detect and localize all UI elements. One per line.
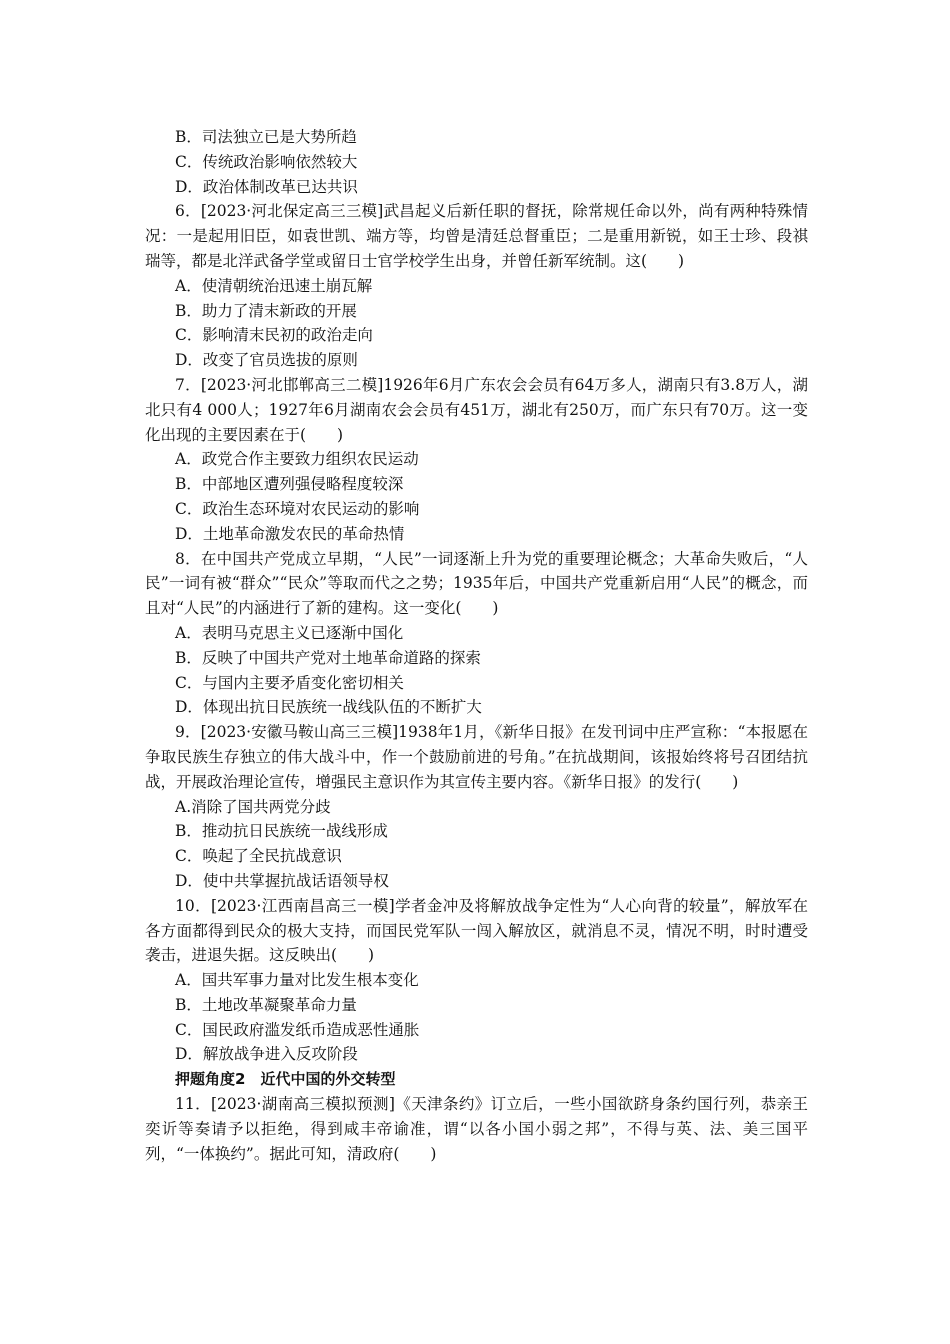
question-6-stem: 6．[2023·河北保定高三三模]武昌起义后新任职的督抚，除常规任命以外，尚有两种特殊情况：一是起用旧臣，如袁世凯、端方等，均曾是清廷总督重臣；二是重用新锐，如王士珍、段祺瑞等，都是北洋武备学堂或留日士官学校学生出身，并曾任新军统制。这( ) [145, 202, 808, 270]
question-6 [145, 199, 808, 373]
question-9-stem: 9．[2023·安徽马鞍山高三三模]1938年1月，《新华日报》在发刊词中庄严宣称：“本报愿在争取民族生存独立的伟大战斗中，作一个鼓励前进的号角。”在抗战期间，该报始终将号召团结抗战，开展政治理论宣传，增强民主意识作为其宣传主要内容。《新华日报》的发行( ) [145, 723, 808, 791]
question-11 [145, 1092, 808, 1166]
option-q8-b: B．反映了中国共产党对土地革命道路的探索 [175, 648, 481, 667]
question-9 [145, 720, 808, 894]
option-q8-c: C．与国内主要矛盾变化密切相关 [175, 673, 404, 692]
option-q5-b: B．司法独立已是大势所趋 [175, 128, 357, 146]
option-q7-c: C．政治生态环境对农民运动的影响 [175, 499, 420, 518]
option-q10-b: B．土地改革凝聚革命力量 [175, 995, 357, 1014]
option-q6-a: A．使清朝统治迅速土崩瓦解 [175, 276, 373, 295]
q5-options [145, 125, 808, 199]
option-q10-d: D．解放战争进入反攻阶段 [175, 1045, 358, 1064]
question-7-stem: 7．[2023·河北邯郸高三二模]1926年6月广东农会会员有64万多人，湖南只有3.8万人，湖北只有4 000人；1927年6月湖南农会会员有451万，湖北有250万，而广东只有70万。这一变化出现的主要因素在于( ) [145, 375, 808, 444]
option-q6-c: C．影响清末民初的政治走向 [175, 326, 373, 345]
option-q8-d: D．体现出抗日民族统一战线队伍的不断扩大 [175, 698, 482, 717]
option-q9-a: A.消除了国共两党分歧 [175, 797, 331, 816]
option-q10-a: A．国共军事力量对比发生根本变化 [175, 971, 419, 990]
option-q9-b: B．推动抗日民族统一战线形成 [175, 822, 388, 841]
option-q9-d: D．使中共掌握抗战话语领导权 [175, 871, 389, 890]
question-7 [145, 373, 808, 547]
option-q10-c: C．国民政府滥发纸币造成恶性通胀 [175, 1020, 420, 1039]
question-8-stem: 8．在中国共产党成立早期，“人民”一词逐渐上升为党的重要理论概念；大革命失败后，“人民”一词有被“群众”“民众”等取而代之之势；1935年后，中国共产党重新启用“人民”的概念，而且对“人民”的内涵进行了新的建构。这一变化( ) [145, 549, 808, 618]
option-q8-a: A．表明马克思主义已逐渐中国化 [175, 623, 404, 642]
option-q9-c: C．唤起了全民抗战意识 [175, 847, 342, 866]
section-heading: 押题角度2 近代中国的外交转型 [175, 1070, 396, 1089]
option-q7-b: B．中部地区遭列强侵略程度较深 [175, 475, 404, 494]
option-q6-d: D．改变了官员选拔的原则 [175, 351, 358, 370]
option-q5-c: C．传统政治影响依然较大 [175, 152, 358, 171]
question-10-stem: 10．[2023·江西南昌高三一模]学者金冲及将解放战争定性为“人心向背的较量”，解放军在各方面都得到民众的极大支持，而国民党军队一闯入解放区，就消息不灵，情况不明，时时遭受袭击，进退失据。这反映出( ) [145, 896, 808, 965]
question-11-stem: 11．[2023·湖南高三模拟预测]《天津条约》订立后，一些小国欲跻身条约国行列，恭亲王奕䜣等奏请予以拒绝，得到咸丰帝谕准，谓“以各小国小弱之邦”，不得与英、法、美三国平列，“一体换约”。据此可知，清政府( ) [145, 1095, 808, 1163]
option-q7-d: D．土地革命激发农民的革命热情 [175, 524, 405, 543]
page-content [145, 125, 808, 1166]
option-q6-b: B．助力了清末新政的开展 [175, 301, 357, 320]
option-q7-a: A．政党合作主要致力组织农民运动 [175, 450, 419, 469]
question-8 [145, 547, 808, 721]
option-q5-d: D．政治体制改革已达共识 [175, 177, 358, 196]
question-10 [145, 894, 808, 1068]
